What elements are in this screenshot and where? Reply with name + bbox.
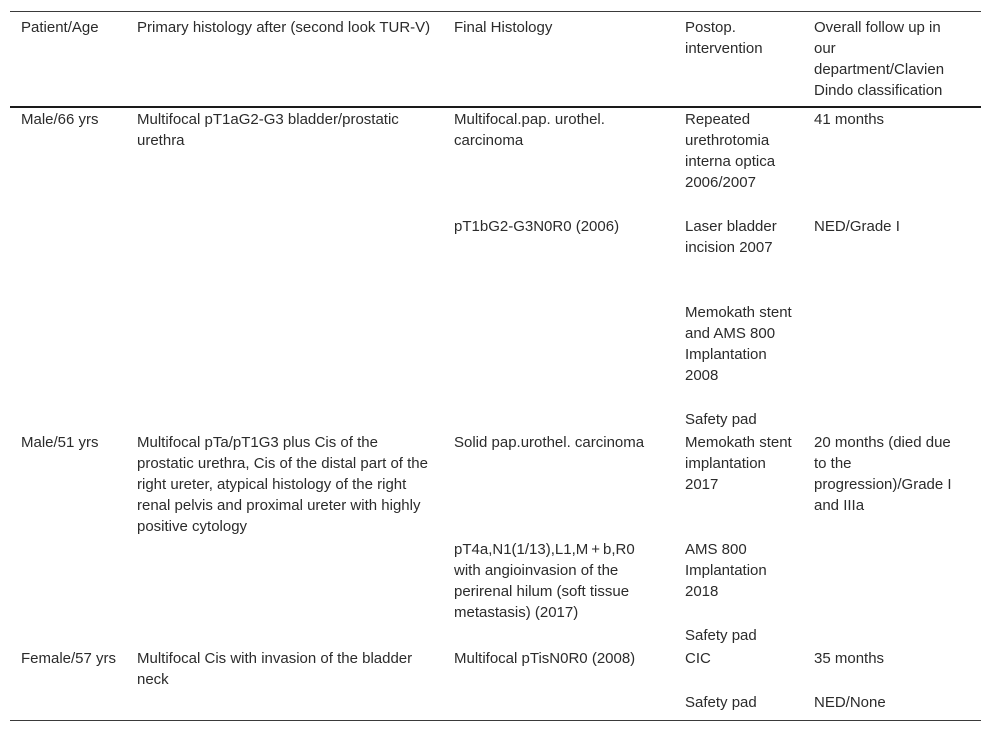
header-patient-age: Patient/Age [21,19,99,36]
row1-followup-2: NED/Grade I [814,218,900,235]
row1-followup-1: 41 months [814,111,885,128]
header-divider [10,106,981,108]
row1-intervention-2: Laser bladder incision 2007 [685,218,777,256]
row3-intervention-2: Safety pad [685,694,757,711]
header-postop-intervention: Postop. intervention [685,19,763,57]
row1-intervention-1: Repeated urethrotomia interna optica 2006/2007 [685,111,776,191]
row2-final-histology-2: pT4a,N1(1/13),L1,M + b,R0 with angioinvasion of the perirenal hilum (soft tissue metastasis) (2017) [454,541,635,621]
row1-final-histology-2: pT1bG2-G3N0R0 (2006) [454,218,620,235]
row1-patient: Male/66 yrs [21,111,99,128]
row3-followup-1: 35 months [814,650,885,667]
row3-final-histology-1: Multifocal pTisN0R0 (2008) [454,650,636,667]
row2-final-histology-1: Solid pap.urothel. carcinoma [454,434,645,451]
row3-intervention-1: CIC [685,650,711,667]
row1-intervention-3: Memokath stent and AMS 800 Implantation 2008 [685,304,792,384]
header-primary-histology: Primary histology after (second look TUR-V) [137,19,431,36]
data-table [10,11,981,721]
row1-intervention-4: Safety pad [685,411,757,428]
row2-intervention-2: AMS 800 Implantation 2018 [685,541,767,600]
row2-patient: Male/51 yrs [21,434,99,451]
header-final-histology: Final Histology [454,19,553,36]
row3-followup-2: NED/None [814,694,886,711]
row3-primary-histology: Multifocal Cis with invasion of the bladder neck [137,650,413,688]
row2-primary-histology: Multifocal pTa/pT1G3 plus Cis of the prostatic urethra, Cis of the distal part of the right ureter, atypical histology of the right renal pelvis and proximal ureter with highly positive cytology [137,434,428,535]
row2-intervention-3: Safety pad [685,627,757,644]
row1-final-histology-1: Multifocal.pap. urothel. carcinoma [454,111,605,149]
row2-followup-1: 20 months (died due to the progression)/Grade I and IIIa [814,434,952,514]
row1-primary-histology: Multifocal pT1aG2-G3 bladder/prostatic urethra [137,111,399,149]
row2-intervention-1: Memokath stent implantation 2017 [685,434,792,493]
header-follow-up: Overall follow up in our department/Clavien Dindo classification [814,19,945,99]
row3-patient: Female/57 yrs [21,650,117,667]
